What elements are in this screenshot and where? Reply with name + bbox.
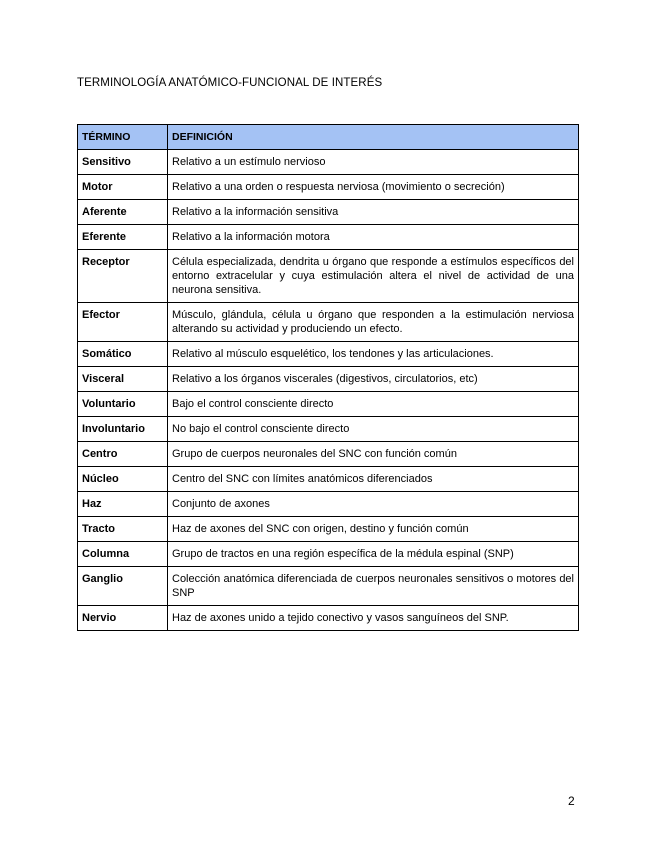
table-header-row	[78, 125, 579, 150]
term-cell: Voluntario	[78, 392, 168, 417]
definition-cell: Bajo el control consciente directo	[168, 392, 579, 417]
table-row	[78, 567, 579, 606]
definition-cell: Relativo al músculo esquelético, los tendones y las articulaciones.	[168, 342, 579, 367]
table-body	[78, 150, 579, 631]
term-cell: Haz	[78, 492, 168, 517]
table-row	[78, 200, 579, 225]
table-row	[78, 303, 579, 342]
table-row	[78, 175, 579, 200]
term-cell: Tracto	[78, 517, 168, 542]
table-row	[78, 492, 579, 517]
definition-cell: Grupo de cuerpos neuronales del SNC con función común	[168, 442, 579, 467]
term-cell: Efector	[78, 303, 168, 342]
table-row	[78, 442, 579, 467]
table-row	[78, 606, 579, 631]
definition-cell: No bajo el control consciente directo	[168, 417, 579, 442]
definition-cell: Relativo a una orden o respuesta nerviosa (movimiento o secreción)	[168, 175, 579, 200]
page-title: TERMINOLOGÍA ANATÓMICO-FUNCIONAL DE INTERÉS	[77, 77, 383, 89]
terminology-table	[77, 124, 579, 631]
table-row	[78, 517, 579, 542]
table-row	[78, 417, 579, 442]
term-cell: Visceral	[78, 367, 168, 392]
term-cell: Columna	[78, 542, 168, 567]
term-cell: Sensitivo	[78, 150, 168, 175]
table-row	[78, 342, 579, 367]
table-row	[78, 467, 579, 492]
definition-cell: Haz de axones del SNC con origen, destino y función común	[168, 517, 579, 542]
term-cell: Receptor	[78, 250, 168, 303]
term-cell: Eferente	[78, 225, 168, 250]
definition-cell: Músculo, glándula, célula u órgano que responden a la estimulación nerviosa alterando su actividad y produciendo un efecto.	[168, 303, 579, 342]
table-row	[78, 367, 579, 392]
table-row	[78, 392, 579, 417]
table-row	[78, 542, 579, 567]
term-cell: Somático	[78, 342, 168, 367]
definition-cell: Relativo a los órganos viscerales (digestivos, circulatorios, etc)	[168, 367, 579, 392]
table-row	[78, 225, 579, 250]
term-cell: Motor	[78, 175, 168, 200]
definition-cell: Colección anatómica diferenciada de cuerpos neuronales sensitivos o motores del SNP	[168, 567, 579, 606]
term-cell: Centro	[78, 442, 168, 467]
definition-cell: Conjunto de axones	[168, 492, 579, 517]
term-cell: Núcleo	[78, 467, 168, 492]
page-number: 2	[568, 794, 575, 808]
definition-cell: Relativo a la información motora	[168, 225, 579, 250]
term-cell: Aferente	[78, 200, 168, 225]
header-term: TÉRMINO	[78, 125, 168, 150]
table-row	[78, 250, 579, 303]
definition-cell: Relativo a la información sensitiva	[168, 200, 579, 225]
definition-cell: Célula especializada, dendrita u órgano que responde a estímulos específicos del entorno extracelular y cuya estimulación altera el nivel de actividad de una neurona sensitiva.	[168, 250, 579, 303]
table-row	[78, 150, 579, 175]
definition-cell: Relativo a un estímulo nervioso	[168, 150, 579, 175]
definition-cell: Haz de axones unido a tejido conectivo y vasos sanguíneos del SNP.	[168, 606, 579, 631]
definition-cell: Grupo de tractos en una región específica de la médula espinal (SNP)	[168, 542, 579, 567]
header-definition: DEFINICIÓN	[168, 125, 579, 150]
term-cell: Involuntario	[78, 417, 168, 442]
definition-cell: Centro del SNC con límites anatómicos diferenciados	[168, 467, 579, 492]
term-cell: Nervio	[78, 606, 168, 631]
term-cell: Ganglio	[78, 567, 168, 606]
